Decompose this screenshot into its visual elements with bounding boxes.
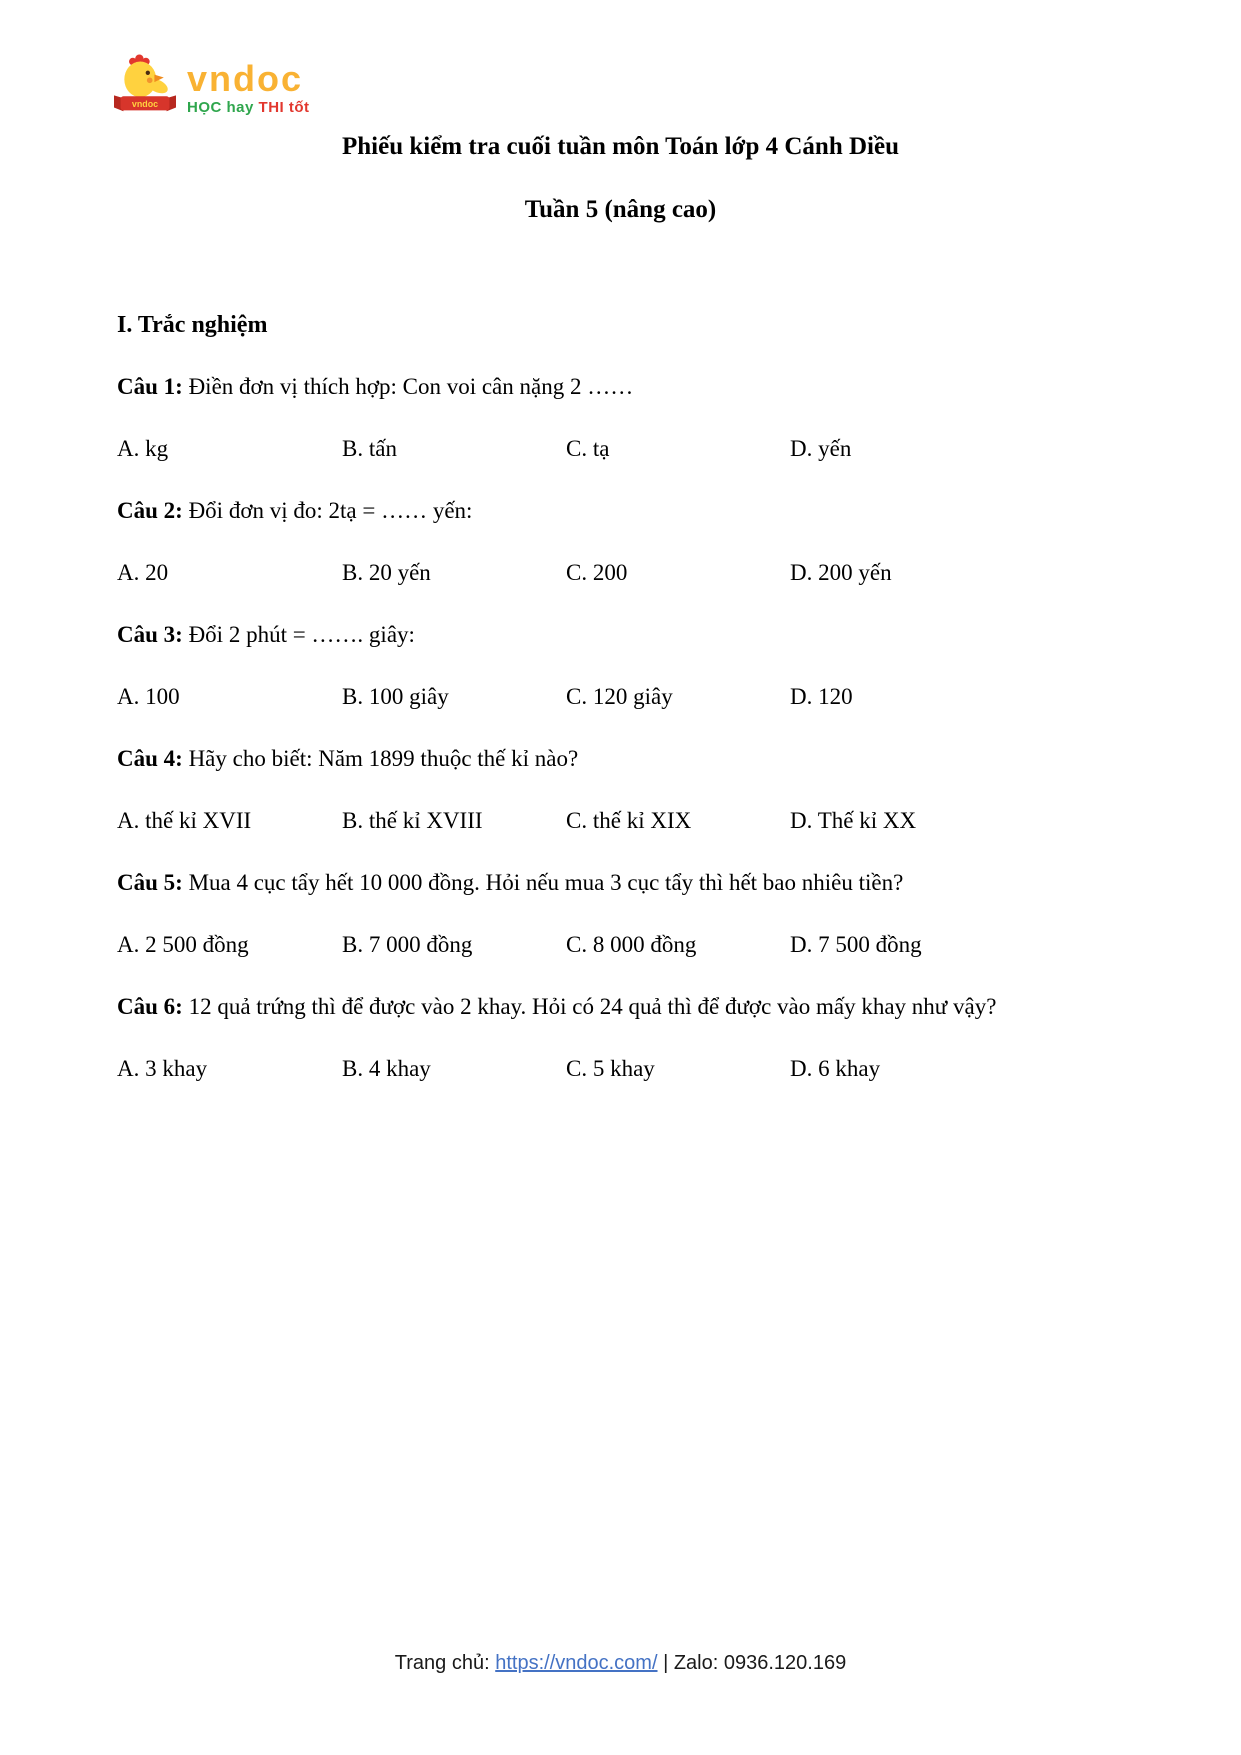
question-5-text: Mua 4 cục tẩy hết 10 000 đồng. Hỏi nếu mua 3 cục tẩy thì hết bao nhiêu tiền? <box>188 870 904 895</box>
page-title: Phiếu kiểm tra cuối tuần môn Toán lớp 4 Cánh Diều <box>341 133 899 160</box>
option-b: B. tấn <box>342 436 397 461</box>
option-c: C. 200 <box>566 560 628 585</box>
question-6-options <box>117 1044 1125 1094</box>
question-4-options <box>117 796 1125 846</box>
option-a: A. 3 khay <box>117 1056 208 1081</box>
option-d: D. 120 <box>790 684 853 709</box>
section-heading: I. Trắc nghiệm <box>117 312 268 338</box>
option-b: B. 100 giây <box>342 684 449 709</box>
option-d: D. 6 khay <box>790 1056 881 1081</box>
worksheet-content <box>117 300 1125 1106</box>
footer-suffix: | Zalo: 0936.120.169 <box>663 1652 847 1674</box>
brand-wordmark: vndoc <box>187 58 304 99</box>
question-6-text: 12 quả trứng thì để được vào 2 khay. Hỏi có 24 quả thì để được vào mấy khay như vậy? <box>188 994 997 1019</box>
question-6-label: Câu 6: <box>117 994 183 1019</box>
question-1-options <box>117 424 1125 474</box>
question-3 <box>117 610 1125 660</box>
option-d: D. Thế kỉ XX <box>790 808 917 833</box>
page-subtitle: Tuần 5 (nâng cao) <box>524 196 717 223</box>
question-2-text: Đổi đơn vị đo: 2tạ = …… yến: <box>188 498 473 523</box>
question-5 <box>117 858 1125 908</box>
option-a: A. 100 <box>117 684 180 709</box>
question-1-text: Điền đơn vị thích hợp: Con voi cân nặng 2 …… <box>188 374 634 399</box>
option-a: A. 2 500 đồng <box>117 932 249 957</box>
option-a: A. thế kỉ XVII <box>117 808 252 833</box>
option-d: D. 200 yến <box>790 560 892 585</box>
option-c: C. 120 giây <box>566 684 673 709</box>
option-c: C. tạ <box>566 436 610 461</box>
question-1 <box>117 362 1125 412</box>
option-c: C. thế kỉ XIX <box>566 808 692 833</box>
question-4-label: Câu 4: <box>117 746 183 771</box>
brand-tagline: HỌC hay THI tốt <box>187 99 310 116</box>
question-5-options <box>117 920 1125 970</box>
option-b: B. 7 000 đồng <box>342 932 473 957</box>
footer-prefix: Trang chủ: <box>394 1652 490 1674</box>
option-a: A. kg <box>117 436 169 461</box>
question-3-options <box>117 672 1125 722</box>
question-3-label: Câu 3: <box>117 622 183 647</box>
question-1-label: Câu 1: <box>117 374 183 399</box>
chicken-mascot-icon <box>112 54 178 122</box>
homepage-link[interactable]: https://vndoc.com/ <box>495 1652 658 1674</box>
option-b: B. thế kỉ XVIII <box>342 808 483 833</box>
option-c: C. 5 khay <box>566 1056 655 1081</box>
option-a: A. 20 <box>117 560 169 585</box>
option-c: C. 8 000 đồng <box>566 932 697 957</box>
question-5-label: Câu 5: <box>117 870 183 895</box>
question-2-options <box>117 548 1125 598</box>
page-footer <box>0 1648 1241 1678</box>
question-3-text: Đổi 2 phút = ……. giây: <box>188 622 415 647</box>
question-4-text: Hãy cho biết: Năm 1899 thuộc thế kỉ nào? <box>188 746 579 771</box>
option-d: D. 7 500 đồng <box>790 932 922 957</box>
question-2-label: Câu 2: <box>117 498 183 523</box>
svg-text:vndoc: vndoc <box>131 99 159 110</box>
question-2 <box>117 486 1125 536</box>
option-b: B. 20 yến <box>342 560 431 585</box>
vndoc-logo <box>112 54 310 122</box>
question-6 <box>117 982 1125 1032</box>
option-b: B. 4 khay <box>342 1056 431 1081</box>
question-4 <box>117 734 1125 784</box>
option-d: D. yến <box>790 436 852 461</box>
